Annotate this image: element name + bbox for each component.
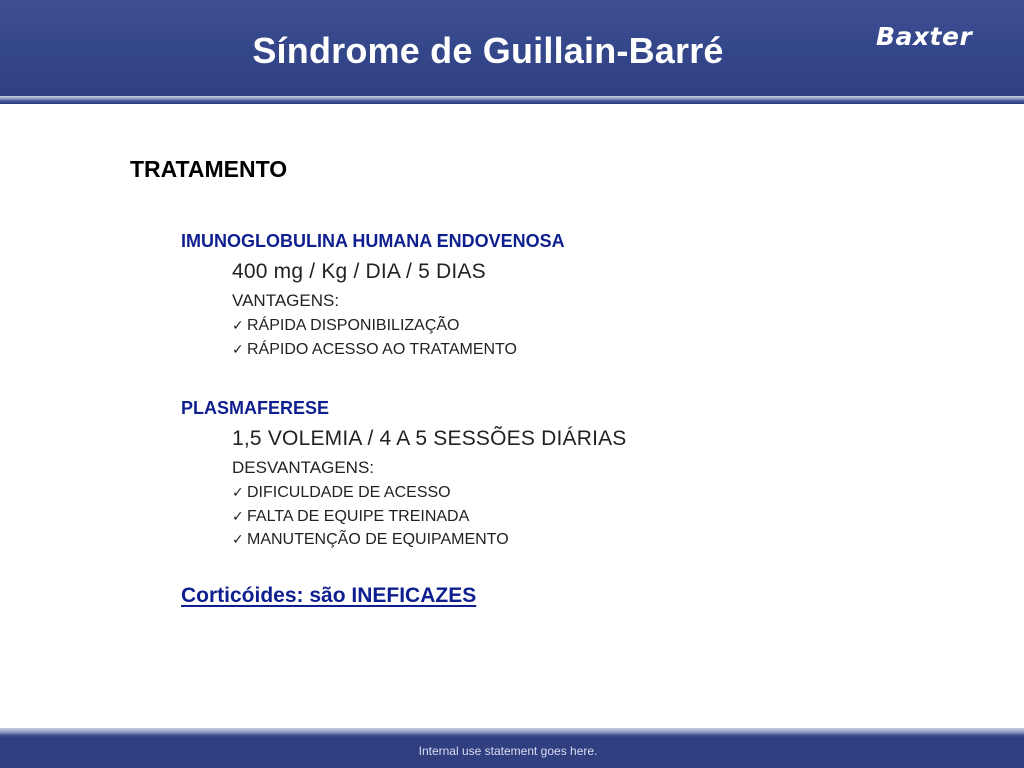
checkmark-icon: ✓ [232, 532, 244, 548]
plasma-title: PLASMAFERESE [181, 398, 330, 418]
footer-stripe [0, 728, 1024, 738]
header-stripe [0, 96, 1024, 104]
ivig-advantages-label: VANTAGENS: [232, 291, 340, 310]
corticoid-link[interactable]: Corticóides: são INEFICAZES [181, 584, 477, 607]
plasma-disadvantage-item [232, 484, 451, 502]
checkmark-icon: ✓ [232, 485, 244, 501]
footer-statement: Internal use statement goes here. [418, 744, 598, 758]
list-item-text: FALTA DE EQUIPE TREINADA [247, 508, 470, 525]
checkmark-icon: ✓ [232, 318, 244, 334]
plasma-disadvantage-item [232, 531, 509, 549]
ivig-advantage-item [232, 317, 460, 335]
ivig-advantage-item [232, 341, 517, 359]
section-heading: TRATAMENTO [130, 156, 288, 182]
ivig-dose: 400 mg / Kg / DIA / 5 DIAS [232, 260, 486, 283]
plasma-disadvantage-item [232, 508, 469, 526]
checkmark-icon: ✓ [232, 509, 244, 525]
list-item-text: MANUTENÇÃO DE EQUIPAMENTO [247, 531, 509, 548]
list-item-text: RÁPIDA DISPONIBILIZAÇÃO [247, 317, 460, 334]
list-item-text: RÁPIDO ACESSO AO TRATAMENTO [247, 341, 517, 358]
list-item-text: DIFICULDADE DE ACESSO [247, 484, 451, 501]
plasma-dose: 1,5 VOLEMIA / 4 A 5 SESSÕES DIÁRIAS [232, 427, 627, 450]
plasma-disadvantages-label: DESVANTAGENS: [232, 458, 375, 477]
checkmark-icon: ✓ [232, 342, 244, 358]
baxter-logo: Baxter [876, 22, 973, 51]
page-title: Síndrome de Guillain-Barré [252, 30, 724, 71]
ivig-title: IMUNOGLOBULINA HUMANA ENDOVENOSA [181, 231, 565, 251]
